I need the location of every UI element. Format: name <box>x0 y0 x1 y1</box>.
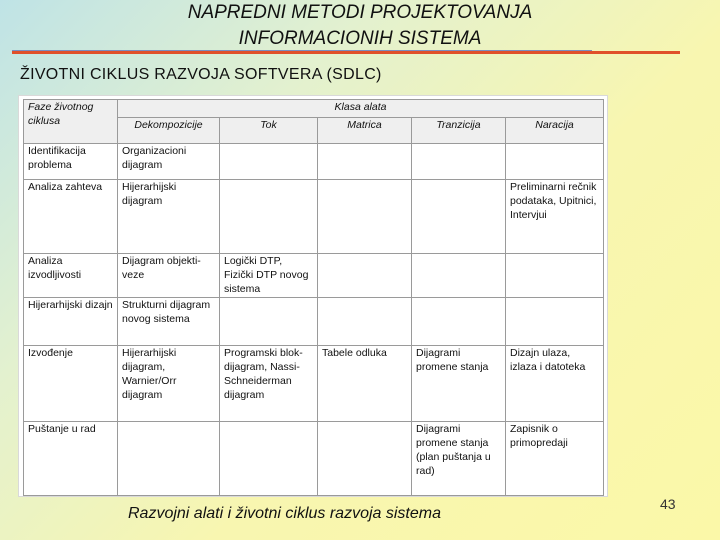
table-cell: Dijagram objekti-veze <box>118 254 220 298</box>
table-cell: Organizacioni dijagram <box>118 144 220 180</box>
table-cell <box>220 422 318 496</box>
table-cell <box>220 298 318 346</box>
phase-cell: Hijerarhijski dizajn <box>24 298 118 346</box>
page-number: 43 <box>660 496 676 512</box>
tool-class-header: Klasa alata <box>118 100 604 118</box>
table-row <box>24 144 604 180</box>
title-divider <box>12 51 680 54</box>
table-cell: Tabele odluka <box>318 346 412 422</box>
tools-table-panel <box>18 95 608 497</box>
table-cell <box>506 254 604 298</box>
table-cell <box>220 144 318 180</box>
table-row <box>24 298 604 346</box>
table-row <box>24 422 604 496</box>
table-cell: Programski blok-dijagram, Nassi-Schneiderman dijagram <box>220 346 318 422</box>
table-cell: Dijagrami promene stanja (plan puštanja u rad) <box>412 422 506 496</box>
table-cell: Hijerarhijski dijagram <box>118 180 220 254</box>
slide-subtitle: ŽIVOTNI CIKLUS RAZVOJA SOFTVERA (SDLC) <box>20 66 382 83</box>
table-cell <box>506 298 604 346</box>
phase-cell: Puštanje u rad <box>24 422 118 496</box>
table-cell <box>318 144 412 180</box>
table-cell <box>318 254 412 298</box>
slide-title-line2: INFORMACIONIH SISTEMA <box>238 28 482 49</box>
table-cell <box>506 144 604 180</box>
table-cell <box>412 144 506 180</box>
phase-cell: Identifikacija problema <box>24 144 118 180</box>
table-cell: Dijagrami promene stanja <box>412 346 506 422</box>
table-cell <box>412 254 506 298</box>
sdlc-tools-table <box>23 99 604 496</box>
table-cell <box>318 298 412 346</box>
table-cell <box>318 422 412 496</box>
table-cell: Logički DTP, Fizički DTP novog sistema <box>220 254 318 298</box>
slide-footer: Razvojni alati i životni ciklus razvoja sistema <box>128 505 441 522</box>
table-cell <box>318 180 412 254</box>
column-header: Dekompozicije <box>118 118 220 144</box>
phase-column-header: Faze životnog ciklusa <box>24 100 118 144</box>
table-cell <box>118 422 220 496</box>
table-cell: Preliminarni rečnik podataka, Upitnici, Intervjui <box>506 180 604 254</box>
column-header: Matrica <box>318 118 412 144</box>
table-row <box>24 180 604 254</box>
table-cell: Hijerarhijski dijagram, Warnier/Orr dijagram <box>118 346 220 422</box>
phase-cell: Analiza zahteva <box>24 180 118 254</box>
column-header: Tok <box>220 118 318 144</box>
slide-title <box>0 0 720 52</box>
table-cell <box>412 180 506 254</box>
phase-cell: Izvođenje <box>24 346 118 422</box>
phase-cell: Analiza izvodljivosti <box>24 254 118 298</box>
column-header: Tranzicija <box>412 118 506 144</box>
table-cell <box>412 298 506 346</box>
table-cell: Strukturni dijagram novog sistema <box>118 298 220 346</box>
table-cell <box>220 180 318 254</box>
table-cell: Dizajn ulaza, izlaza i datoteka <box>506 346 604 422</box>
table-row <box>24 346 604 422</box>
slide-title-line1: NAPREDNI METODI PROJEKTOVANJA <box>187 2 533 23</box>
column-header: Naracija <box>506 118 604 144</box>
table-row <box>24 254 604 298</box>
table-cell: Zapisnik o primopredaji <box>506 422 604 496</box>
